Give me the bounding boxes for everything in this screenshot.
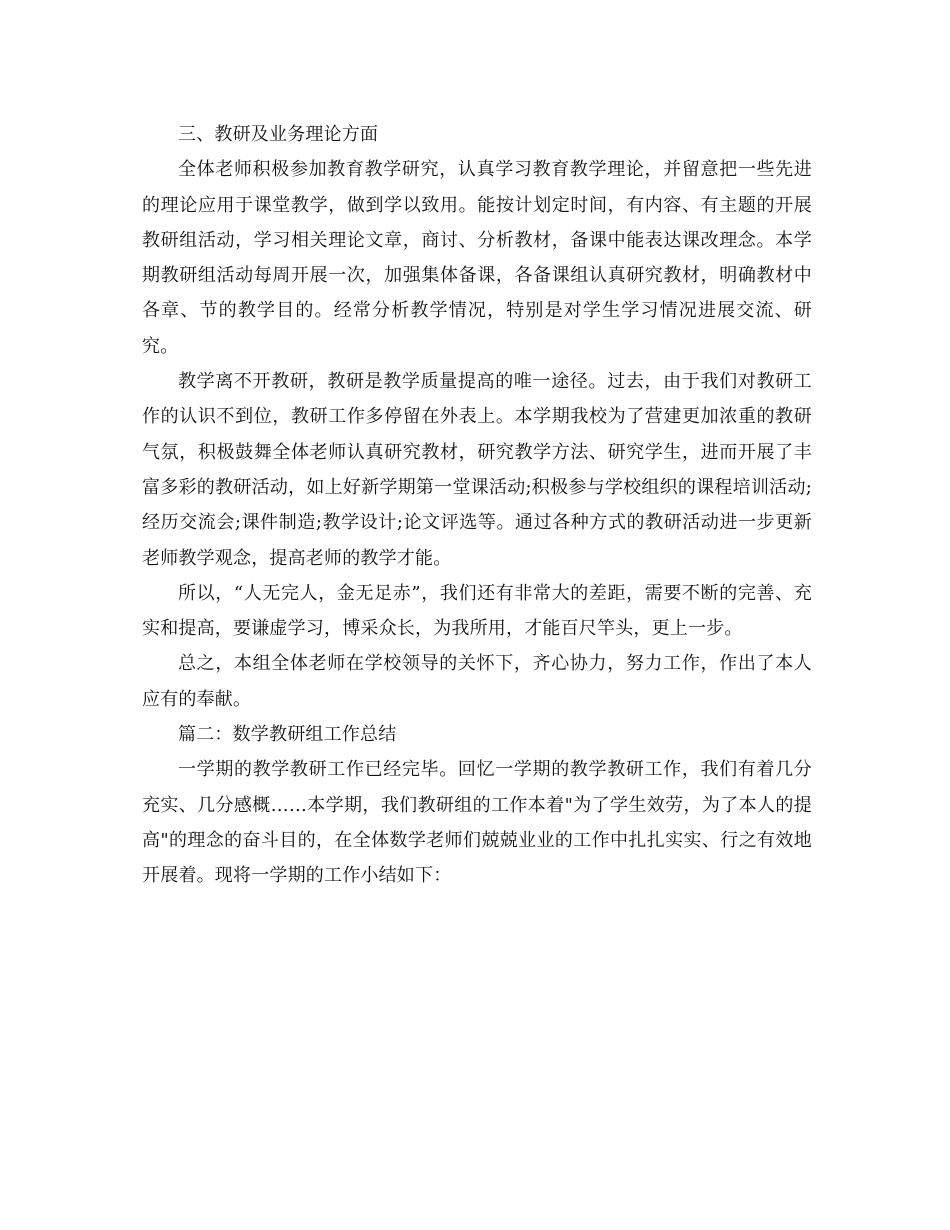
paragraph-math-intro: 一学期的教学教研工作已经完毕。回忆一学期的教学教研工作，我们有着几分充实、几分感概……本学期，我们教研组的工作本着"为了学生效劳，为了本人的提高"的理念的奋斗目的，在全体数学老师们兢兢业业的工作中扎扎实实、行之有效地开展着。现将一学期的工作小结如下： (142, 759, 812, 887)
paragraph-research-activities: 教学离不开教研，教研是教学质量提高的唯一途径。过去，由于我们对教研工作的认识不到位，教研工作多停留在外表上。本学期我校为了营建更加浓重的教研气氛，积极鼓舞全体老师认真研究教材，研究教学方法、研究学生，进而开展了丰富多彩的教研活动，如上好新学期第一堂课活动;积极参与学校组织的课程培训活动;经历交流会;课件制造;教学设计;论文评选等。通过各种方式的教研活动进一步更新老师教学观念，提高老师的教学才能。 (142, 371, 812, 569)
paragraph-conclusion: 总之，本组全体老师在学校领导的关怀下，齐心协力，努力工作，作出了本人应有的奉献。 (142, 653, 812, 710)
document-body (142, 117, 812, 894)
paragraph-improvement: 所以，“人无完人，金无足赤”，我们还有非常大的差距，需要不断的完善、充实和提高，要谦虚学习，博采众长，为我所用，才能百尺竿头，更上一步。 (142, 582, 812, 640)
section-heading-math-summary: 篇二：数学教研组工作总结 (178, 724, 397, 746)
paragraph-research-participation: 全体老师积极参加教育教学研究，认真学习教育教学理论，并留意把一些先进的理论应用于课堂教学，做到学以致用。能按计划定时间，有内容、有主题的开展教研组活动，学习相关理论文章，商讨、分析教材，备课中能表达课改理念。本学期教研组活动每周开展一次，加强集体备课，各备课组认真研究教材，明确教材中各章、节的教学目的。经常分析教学情况，特别是对学生学习情况进展交流、研究。 (142, 159, 812, 357)
section-heading-teaching-research: 三、教研及业务理论方面 (178, 124, 379, 145)
